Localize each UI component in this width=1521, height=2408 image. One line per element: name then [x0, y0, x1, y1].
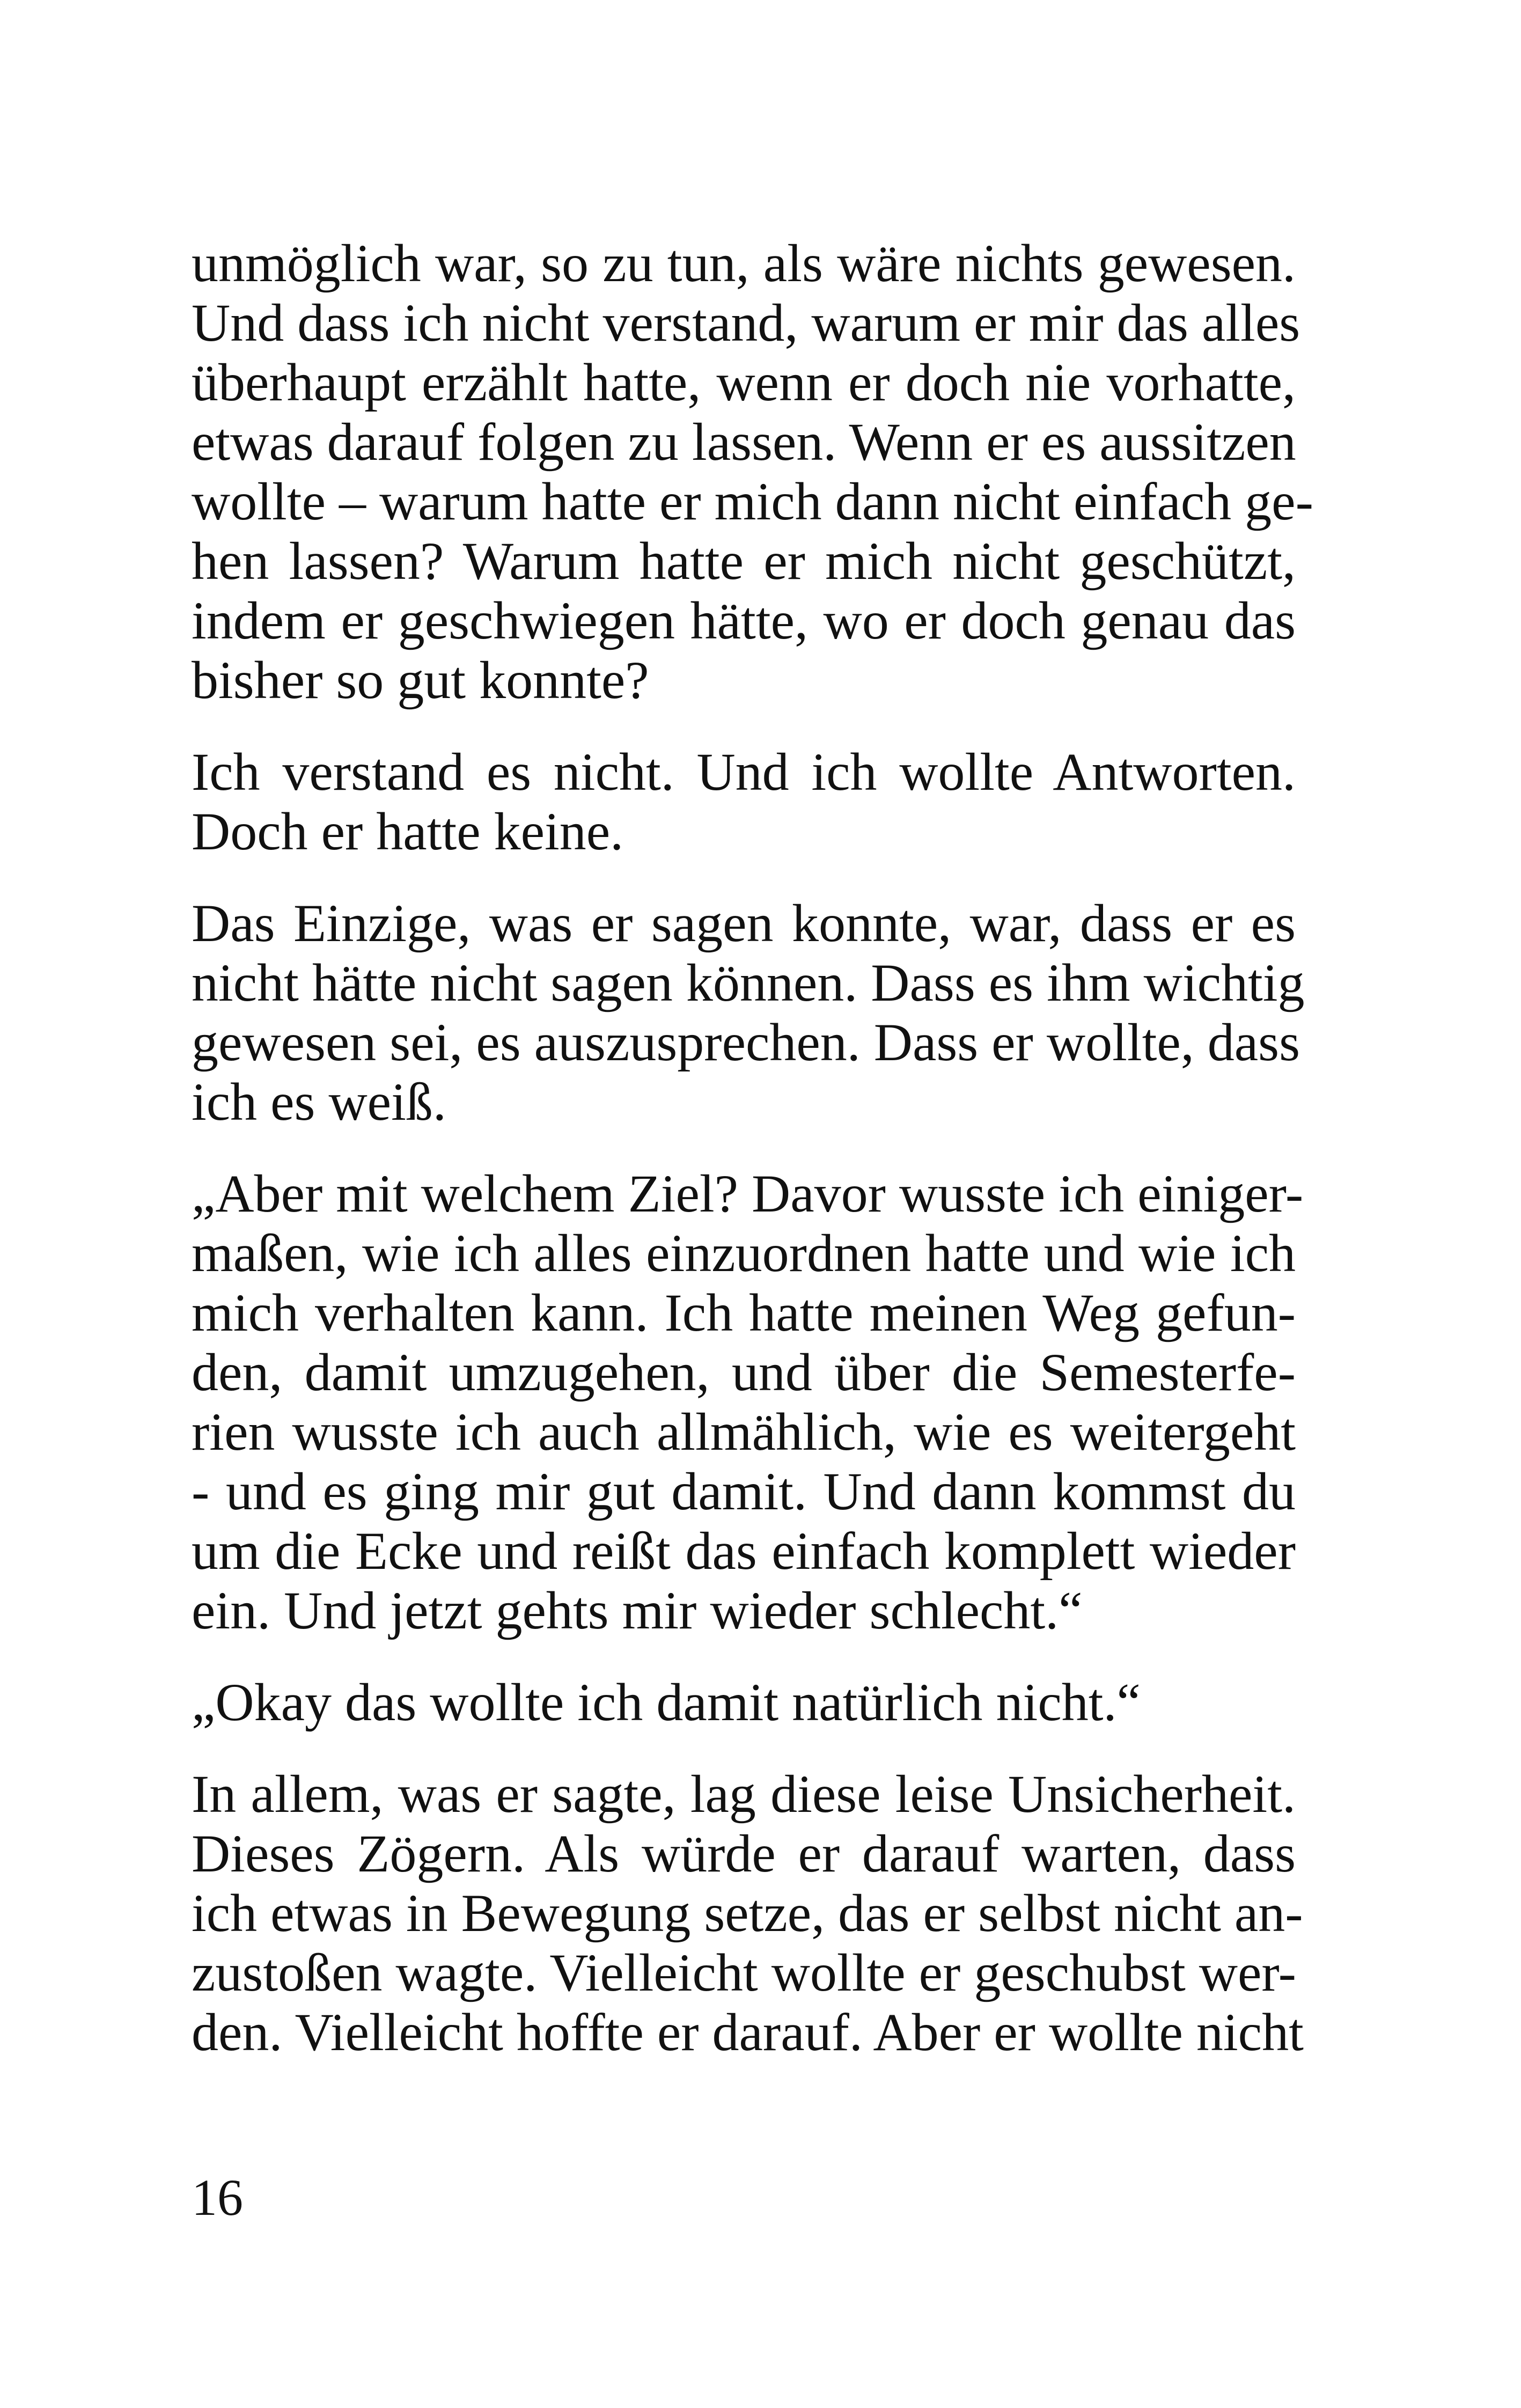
- text-line: etwas darauf folgen zu lassen. Wenn er es aussitzen: [192, 412, 1296, 472]
- text-line: den. Vielleicht hoffte er darauf. Aber er wollte nicht: [192, 2002, 1304, 2062]
- text-line: gewesen sei, es auszusprechen. Dass er wollte, dass: [192, 1012, 1300, 1072]
- text-line: zustoßen wagte. Vielleicht wollte er geschubst wer-: [192, 1943, 1296, 2002]
- text-line: maßen, wie ich alles einzuordnen hatte und wie ich: [192, 1223, 1296, 1283]
- text-line: den, damit umzugehen, und über die Semesterfe-: [192, 1342, 1296, 1402]
- text-line: In allem, was er sagte, lag diese leise Unsicherheit.: [192, 1764, 1296, 1824]
- text-line: ich etwas in Bewegung setze, das er selbst nicht an-: [192, 1883, 1303, 1943]
- text-line: überhaupt erzählt hatte, wenn er doch nie vorhatte,: [192, 353, 1296, 412]
- text-line: - und es ging mir gut damit. Und dann kommst du: [192, 1462, 1296, 1521]
- paragraph: [192, 1672, 1296, 1732]
- text-line: Dieses Zögern. Als würde er darauf warten, dass: [192, 1824, 1296, 1883]
- text-line: Das Einzige, was er sagen konnte, war, dass er es: [192, 893, 1296, 953]
- text-line: „Aber mit welchem Ziel? Davor wusste ich einiger-: [192, 1164, 1304, 1223]
- text-line: Doch er hatte keine.: [192, 802, 624, 861]
- text-line: um die Ecke und reißt das einfach komplett wieder: [192, 1521, 1296, 1581]
- text-line: indem er geschwiegen hätte, wo er doch genau das: [192, 591, 1296, 650]
- paragraph: [192, 233, 1313, 710]
- text-line: hen lassen? Warum hatte er mich nicht geschützt,: [192, 531, 1296, 591]
- page-body-text: [192, 233, 1313, 2094]
- text-line: wollte – warum hatte er mich dann nicht einfach ge-: [192, 472, 1313, 531]
- text-line: ein. Und jetzt gehts mir wieder schlecht.“: [192, 1581, 1083, 1640]
- paragraph: [192, 1164, 1304, 1640]
- paragraph: [192, 742, 1296, 861]
- text-line: rien wusste ich auch allmählich, wie es weitergeht: [192, 1402, 1296, 1462]
- text-line: ich es weiß.: [192, 1072, 446, 1132]
- text-line: Ich verstand es nicht. Und ich wollte Antworten.: [192, 742, 1296, 802]
- text-line: mich verhalten kann. Ich hatte meinen Weg gefun-: [192, 1283, 1296, 1342]
- text-line: unmöglich war, so zu tun, als wäre nichts gewesen.: [192, 233, 1296, 293]
- text-line: Und dass ich nicht verstand, warum er mir das alles: [192, 293, 1300, 353]
- text-line: „Okay das wollte ich damit natürlich nicht.“: [192, 1672, 1141, 1732]
- paragraph: [192, 1764, 1304, 2062]
- text-line: bisher so gut konnte?: [192, 650, 649, 710]
- page-number: 16: [192, 2169, 243, 2226]
- text-line: nicht hätte nicht sagen können. Dass es ihm wichtig: [192, 953, 1305, 1012]
- paragraph: [192, 893, 1305, 1132]
